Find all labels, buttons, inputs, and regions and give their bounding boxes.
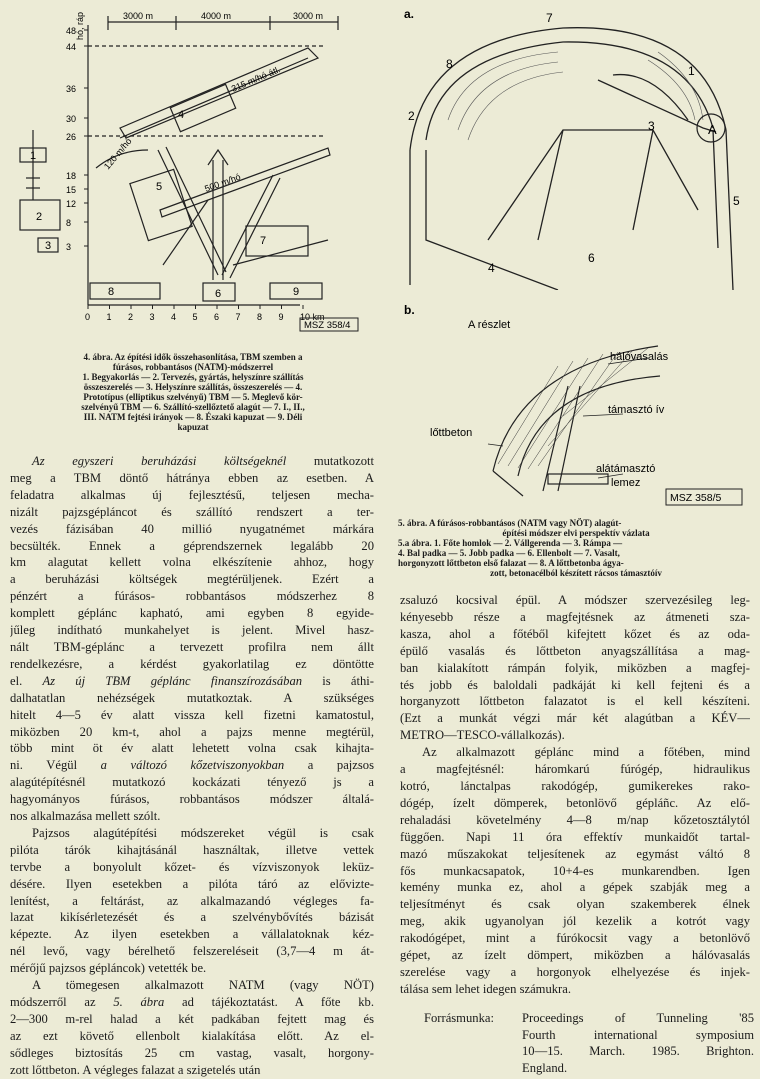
- x-tick-5: 5: [192, 312, 198, 322]
- label-lemez: lemez: [611, 477, 641, 489]
- text-line: zott lőttbeton. A végleges falazat a szigetelés után: [10, 1062, 261, 1077]
- text-line: lazat kikísérletezését és a szelvénybővítés bázisát: [10, 910, 374, 925]
- text-line: hitelt 4—5 év alatt vissza kell fizetni kamatostul,: [10, 707, 374, 722]
- left-body-text: [10, 453, 374, 1079]
- text-line: meg a TBM döntő hátránya ebben az esetben. A: [10, 470, 374, 485]
- text-line: módszerről az 5. ábra ad tájékoztatást. A főte kb.: [10, 995, 374, 1009]
- box-label-1: 1: [30, 150, 37, 162]
- text-line: becsülték. Ennek a géprendszernek legalább 20: [10, 538, 374, 553]
- x-tick-3: 3: [149, 312, 155, 322]
- text-line: METRO—TESCO-vállalkozás).: [400, 728, 565, 743]
- text-line: több mint öt év alatt lehetett volna csak kihajta-: [10, 741, 374, 756]
- box-label-8: 8: [108, 286, 115, 298]
- y-tick-26: 26: [66, 132, 77, 142]
- fig4-caption-legend-line: 1. Begyakorlás — 2. Tervezés, gyártás, helyszínre szállítás: [82, 372, 304, 382]
- text-line: sődleges biztosítás 25 cm vastag, vasalt, horgony-: [10, 1045, 374, 1060]
- text-line: hagyományos fúrásos, robbantásos módszer általá-: [10, 792, 374, 807]
- x-tick-6: 6: [214, 312, 220, 322]
- text-line: nizált pajzsgépláncot és szállító rendszert a ter-: [10, 504, 374, 519]
- right-body-text: [400, 592, 750, 998]
- y-tick-18: 18: [66, 171, 77, 181]
- text-line: gépet, az ízelt dömpert, miközben a hálóvasalás: [400, 948, 750, 963]
- x-tick-0: 0: [85, 312, 91, 322]
- text-line: kasza, ahol a főtéből kifejtett kőzet és az oda-: [400, 626, 750, 641]
- text-line: horganyzott lőttbeton falazatot is el kell készíteni.: [400, 694, 750, 709]
- text-line: épülő vasalás és lőttbeton anyagszállítása a mag-: [400, 643, 750, 658]
- fig5a-num-6: 6: [588, 251, 595, 265]
- y-tick-8: 8: [66, 218, 72, 228]
- dim-label-1: 3000 m: [123, 11, 154, 21]
- text-line: szerelése vagy a horgonyok elhelyezése és injek-: [400, 964, 750, 979]
- box-label-9: 9: [293, 286, 300, 298]
- label-lottbeton: lőttbeton: [430, 427, 473, 439]
- dim-label-2: 4000 m: [201, 11, 232, 21]
- fig4-caption-legend-line: Prototípus (elliptikus szelvényű) TBM — 5. Meglevő kör-: [83, 392, 303, 402]
- text-line: mérőjű pajzsos gépláncok) vetették be.: [10, 961, 207, 976]
- text-line: dalhatatlan nehézségek mutatkoztak. A szükséges: [10, 690, 374, 705]
- text-line: Az egyszeri beruházási költségeknél mutatkozott: [32, 454, 374, 468]
- italic-phrase: a változó kőzetviszonyokban: [100, 758, 285, 773]
- fig5a-num-1: 1: [688, 64, 695, 78]
- text-line: nél levő, vagy bérelhető felszereléseit (3,7—4 m át-: [10, 944, 374, 959]
- box-label-2: 2: [36, 211, 43, 223]
- label-halovasalas: hálóvasalás: [610, 351, 669, 363]
- text-line: nált TBM-géplánc a tervezett profilra nem állt: [10, 639, 374, 654]
- fig5a-num-5: 5: [733, 194, 740, 208]
- fig5-caption-line: 5. ábra. A fúrásos-robbantásos (NATM vagy NÖT) alagút-: [398, 518, 622, 528]
- text-line: km alagutat kellett volna elkészítenie ahhoz, hogy: [10, 555, 374, 570]
- figure-5a-tunnel: [398, 0, 754, 290]
- figure-4-chart: [8, 0, 378, 340]
- box-label-6: 6: [215, 288, 222, 300]
- text-line: nos alkalmazása mellett szólt.: [10, 809, 161, 824]
- fig5-caption-line: építési módszer elvi perspektív vázlata: [502, 528, 650, 538]
- x-tick-9: 9: [278, 312, 284, 322]
- fig4-caption-legend-line: szelvényű TBM — 6. Szállító-szellőztető alagút — 7. I., II.,: [81, 402, 305, 412]
- rate-label-120: 120 m/hó: [101, 136, 134, 172]
- fig5-stamp: MSZ 358/5: [670, 492, 722, 504]
- fig5a-num-2: 2: [408, 109, 415, 123]
- text-line: kemény munka ez, ahol a gépek szabják meg a: [400, 880, 750, 895]
- text-line: rehaladási követelmény 4—8 m/nap kőzetosztálytól: [400, 812, 750, 827]
- x-tick-7: 7: [235, 312, 241, 322]
- rate-label-500: 500 m/hó: [203, 171, 242, 194]
- text-line: tés jobb és baloldali padkáját ki kell fejteni és a: [400, 677, 750, 692]
- fig5a-num-4: 4: [488, 261, 495, 275]
- text-line: (Ezt a munkát végzi már két alagútban a KÉV—: [400, 711, 750, 726]
- fig4-caption-legend-line: kapuzat: [177, 422, 209, 432]
- italic-phrase: 5. ábra: [113, 995, 165, 1009]
- text-line: fős munkacsapatok, 10+4-es munkarendben. Igen: [400, 863, 750, 878]
- y-tick-12: 12: [66, 199, 77, 209]
- source-line: Fourth international symposium: [522, 1027, 754, 1042]
- fig5-caption-line: 4. Bal padka — 5. Jobb padka — 6. Ellenbolt — 7. Vasalt,: [398, 548, 620, 558]
- text-line: meg, akik ugyanolyan jól kezelik a kotrót vagy: [400, 914, 750, 929]
- text-line: képezte. Az ilyen esetekben a vállalatoknak kéz-: [10, 927, 374, 942]
- fig4-caption-legend-line: III. NATM fejtési irányok — 8. Északi kapuzat — 9. Déli: [83, 412, 303, 422]
- text-line: a magfejtésnél: háromkarú fúrógép, hidraulikus: [400, 762, 750, 777]
- fig4-caption-legend-line: összeszerelés — 3. Helyszínre szállítás, összeszerelés — 4.: [83, 382, 303, 392]
- text-line: pilóta tárók kihajtásánál használtak, illetve vettek: [10, 842, 374, 857]
- figure-5b-detail: [398, 296, 754, 516]
- text-line: miközben 20 km-t, ahol a pajzs menne megtérül,: [10, 724, 374, 739]
- fig5b-label: b.: [404, 303, 415, 317]
- text-line: függően. Napi 11 óra effektív munkaidőt tartal-: [400, 829, 750, 844]
- y-axis-label: hó, ráp: [75, 11, 85, 40]
- fig4-stamp: MSZ 358/4: [304, 320, 351, 331]
- text-line: pénzért a fúrásos- robbantásos módszerhez 8: [10, 589, 374, 604]
- x-tick-8: 8: [257, 312, 263, 322]
- text-line: zsaluzó kocsival épül. A módszer szervezésileg leg-: [400, 593, 750, 607]
- text-line: dógép, ízelt dömperek, betonlövő gépláñc. Az elő-: [400, 795, 750, 810]
- fig5-caption-line: horgonyzott lőttbeton első falazat — 8. A lőttbetonba ágya-: [398, 558, 624, 568]
- source-line: 10—15. March. 1985. Brighton.: [522, 1044, 754, 1058]
- text-line: kotró, lánctalpas rakodógép, gumikerekes rako-: [400, 778, 750, 793]
- text-line: alagútépítésnél mutatkozó kockázati tényező js a: [10, 775, 374, 790]
- y-tick-3: 3: [66, 242, 72, 252]
- text-line: Pajzsos alagútépítési módszereket végül is csak: [32, 825, 374, 840]
- y-tick-15: 15: [66, 185, 77, 195]
- rate-label-315: 315 m/hó átl.: [229, 64, 282, 94]
- text-line: A tömegesen alkalmazott NATM (vagy NÖT): [32, 978, 374, 993]
- y-tick-labels: [66, 26, 88, 252]
- italic-phrase: Az egyszeri beruházási költségeknél: [32, 454, 287, 468]
- source-label: Forrásmunka:: [424, 1011, 494, 1025]
- detail-title: A részlet: [468, 319, 511, 331]
- point-A-label: A: [708, 122, 717, 137]
- figure-4-caption: [8, 352, 378, 432]
- text-line: ban kialakított rámpán folyik, miközben a magfej-: [400, 660, 750, 675]
- source-lines: [522, 1010, 754, 1076]
- source-line: Proceedings of Tunneling '85: [522, 1011, 754, 1025]
- box-label-3: 3: [45, 240, 52, 252]
- label-tamaszto-iv: támasztó ív: [608, 404, 665, 416]
- y-tick-36: 36: [66, 84, 77, 94]
- box-label-7: 7: [260, 235, 267, 247]
- label-alatamaszto: alátámasztó: [596, 463, 656, 475]
- text-line: vezés fázisában 40 millió nyugatnémet márkára: [10, 521, 374, 536]
- x-tick-labels: [85, 305, 325, 322]
- fig5a-num-7: 7: [546, 11, 553, 25]
- x-tick-10: 10 km: [300, 312, 325, 322]
- text-line: el. Az új TBM géplánc finanszírozásában is áthi-: [10, 673, 374, 688]
- x-tick-2: 2: [128, 312, 134, 322]
- text-line: désére. Ilyen esetekben a pilóta táró az előviztе-: [10, 876, 374, 891]
- text-line: tálása sem lehet idegen számukra.: [400, 981, 571, 996]
- fig5-caption-line: zott, betonacélból készített rácsos támasztóív: [490, 568, 662, 578]
- text-line: 2—300 m-rel halad a két padkában fejtett mag és: [10, 1011, 374, 1026]
- text-line: lenítést, a feltárást, az alkalmazandó végleges fa-: [10, 893, 374, 908]
- dim-label-3: 3000 m: [293, 11, 324, 21]
- italic-phrase: Az új TBM géplánc finanszírozásában: [42, 673, 303, 688]
- text-line: az ezt követő ellenbolt kialakítása előtt. Az el-: [10, 1028, 374, 1043]
- fig5a-num-3: 3: [648, 119, 655, 133]
- text-line: feladatra alkalmas új fejlesztésű, teljesen mecha-: [10, 487, 374, 502]
- box-label-4: 4: [178, 109, 185, 121]
- text-line: komplett géplánc kapható, ami egyben 8 egyide-: [10, 606, 374, 621]
- text-line: tervbe a bonyolult kőzet- és vízviszonyok leküz-: [10, 859, 374, 874]
- y-tick-30: 30: [66, 114, 77, 124]
- fig5a-label: a.: [404, 7, 415, 21]
- fig5-caption-line: 5.a ábra. 1. Főte homlok — 2. Vállgerenda — 3. Rámpa —: [398, 538, 623, 548]
- x-tick-1: 1: [106, 312, 112, 322]
- text-line: kényesebb része a magfejtésnek az átmeneti sza-: [400, 609, 750, 624]
- source-line: England.: [522, 1060, 568, 1075]
- text-line: teljesítményt és csak olyan szakemberek élnek: [400, 897, 750, 912]
- text-line: a beruházási költségek megtérüljenek. Ezért a: [10, 572, 374, 587]
- figure-5-caption: [398, 518, 754, 578]
- x-tick-4: 4: [171, 312, 177, 322]
- text-line: ni. Végül a változó kőzetviszonyokban a pajzsos: [10, 758, 374, 773]
- box-label-5: 5: [156, 181, 163, 193]
- fig5a-num-8: 8: [446, 57, 453, 71]
- text-line: rendelkezésre, a kérdést gyakorlatilag ez döntötte: [10, 656, 374, 671]
- y-tick-44: 44: [66, 42, 77, 52]
- text-line: mazó műszakokat teljesítenek az egymást váltó 8: [400, 846, 750, 861]
- y-tick-48: 48: [66, 26, 77, 36]
- fig4-caption-title-line: fúrásos, robbantásos (NATM)-módszerrel: [112, 362, 274, 372]
- fig4-caption-title-line: 4. ábra. Az építési idők összehasonlítása, TBM szemben a: [83, 352, 303, 362]
- text-line: rakodógépet, mint a fúrókocsit vagy a betonlövő: [400, 931, 750, 946]
- text-line: jűleg indítható munkahelyet is jelent. Mivel hasz-: [10, 623, 374, 638]
- text-line: Az alkalmazott géplánc mind a főtében, mind: [422, 745, 750, 760]
